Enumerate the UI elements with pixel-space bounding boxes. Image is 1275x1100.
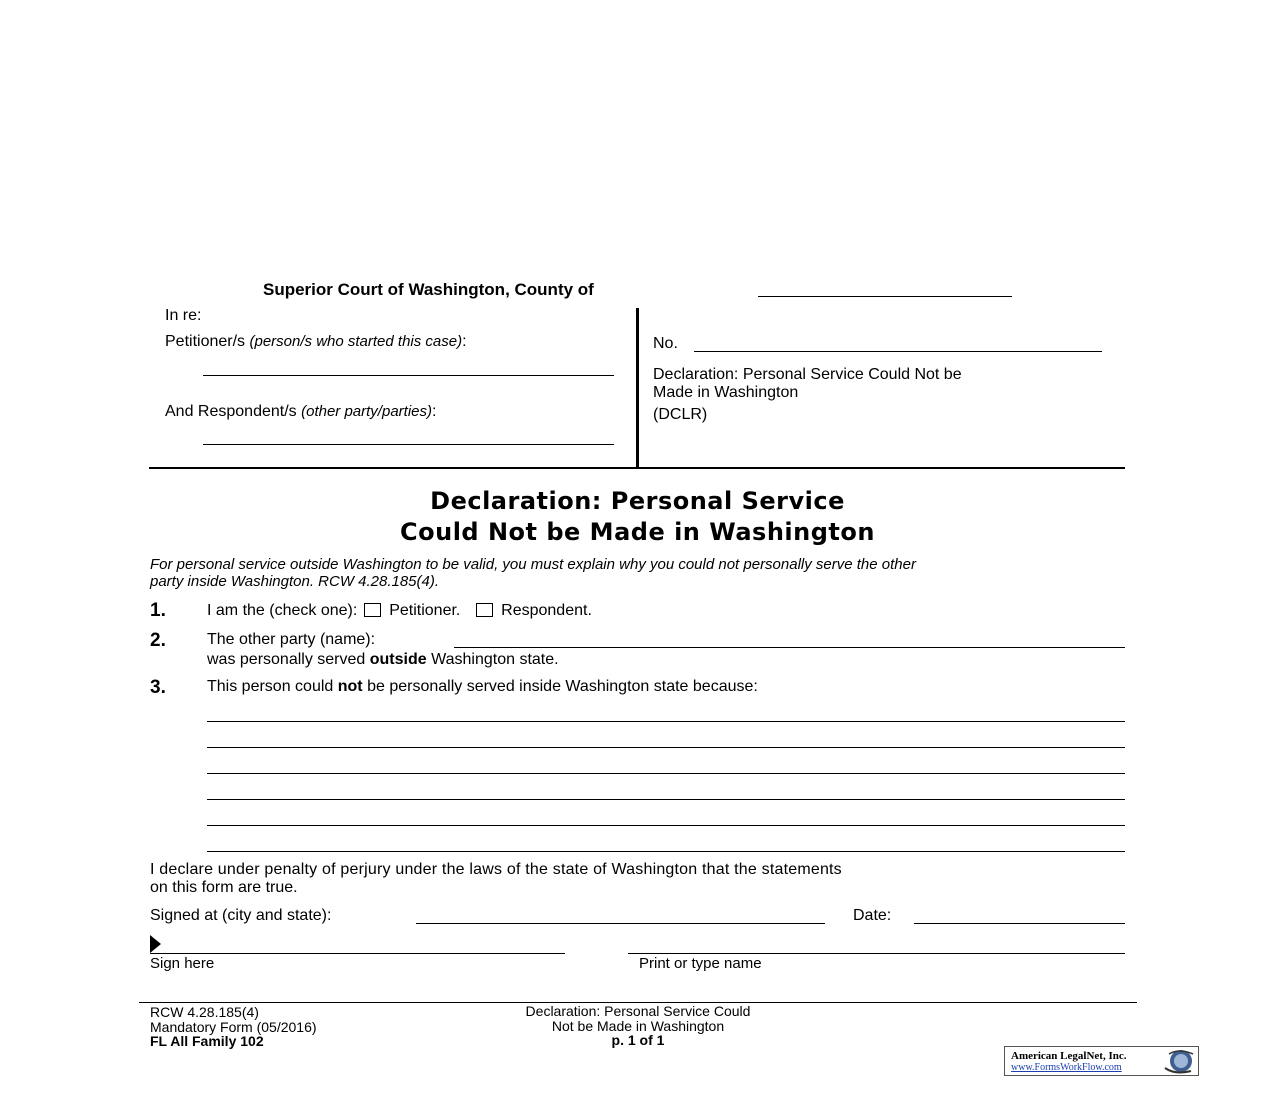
- declaration-line2: on this form are true.: [150, 879, 298, 896]
- legalnet-logo[interactable]: [1004, 1046, 1199, 1076]
- sign-here-label: Sign here: [150, 955, 215, 972]
- petitioner-name-field[interactable]: [203, 375, 614, 376]
- respondent-option-label: Respondent.: [501, 602, 592, 619]
- footer-page: p. 1 of 1: [611, 1032, 665, 1048]
- doc-title-line1: Declaration: Personal Service Could Not be: [653, 366, 962, 383]
- signed-at-field[interactable]: [416, 923, 825, 924]
- case-number-field[interactable]: [694, 351, 1102, 352]
- declaration-line1: I declare under penalty of perjury under the laws of the state of Washington that the statements: [150, 861, 842, 878]
- footer-title-line2: Not be Made in Washington: [551, 1018, 725, 1034]
- logo-url[interactable]: www.FormsWorkFlow.com: [1011, 1062, 1122, 1073]
- logo-company: American LegalNet, Inc.: [1011, 1050, 1127, 1062]
- caption-divider: [636, 308, 639, 469]
- reason-line[interactable]: [207, 799, 1125, 800]
- form-title-line2: Could Not be Made in Washington: [400, 518, 875, 546]
- footer-form-id: FL All Family 102: [150, 1033, 264, 1049]
- signed-at-label: Signed at (city and state):: [150, 907, 332, 924]
- county-field[interactable]: [758, 296, 1012, 297]
- form-title-line1: Declaration: Personal Service: [430, 487, 845, 515]
- other-party-name-field[interactable]: [454, 647, 1125, 648]
- court-name: Superior Court of Washington, County of: [263, 280, 594, 299]
- date-label: Date:: [853, 907, 892, 924]
- reason-line[interactable]: [207, 851, 1125, 852]
- item2-number: 2.: [150, 630, 166, 651]
- caption-bottom-rule: [149, 467, 1125, 469]
- item2-text: The other party (name):: [207, 631, 376, 648]
- reason-line[interactable]: [207, 773, 1125, 774]
- reason-line[interactable]: [207, 747, 1125, 748]
- doc-code: (DCLR): [653, 406, 708, 423]
- respondent-checkbox[interactable]: [476, 603, 493, 617]
- item2-line2: was personally served outside Washington state.: [207, 651, 559, 668]
- respondent-name-field[interactable]: [203, 444, 614, 445]
- footer-mandatory: Mandatory Form (05/2016): [150, 1019, 317, 1035]
- petitioner-label: Petitioner/s (person/s who started this case):: [165, 333, 467, 350]
- item1-row: [207, 602, 592, 620]
- petitioner-option-label: Petitioner.: [389, 602, 461, 619]
- item1-text: I am the (check one):: [207, 602, 358, 619]
- reason-line[interactable]: [207, 721, 1125, 722]
- print-name-label: Print or type name: [639, 955, 762, 972]
- sign-arrow-icon: [150, 935, 162, 953]
- date-field[interactable]: [914, 923, 1125, 924]
- reason-line[interactable]: [207, 825, 1125, 826]
- intro-line2: party inside Washington. RCW 4.28.185(4).: [150, 573, 440, 590]
- respondent-label: And Respondent/s (other party/parties):: [165, 403, 437, 420]
- footer-rcw: RCW 4.28.185(4): [150, 1004, 259, 1020]
- item3-number: 3.: [150, 677, 166, 698]
- item3-text: This person could not be personally served inside Washington state because:: [207, 678, 758, 695]
- globe-icon: [1161, 1048, 1197, 1075]
- case-number-label: No.: [653, 335, 678, 352]
- intro-line1: For personal service outside Washington to be valid, you must explain why you could not personally serve the other: [150, 556, 916, 573]
- print-name-field[interactable]: [628, 953, 1125, 954]
- footer-title-line1: Declaration: Personal Service Could: [525, 1003, 751, 1019]
- in-re-label: In re:: [165, 307, 202, 324]
- petitioner-checkbox[interactable]: [364, 603, 381, 617]
- signature-field[interactable]: [150, 953, 565, 954]
- item1-number: 1.: [150, 600, 166, 621]
- doc-title-line2: Made in Washington: [653, 384, 799, 401]
